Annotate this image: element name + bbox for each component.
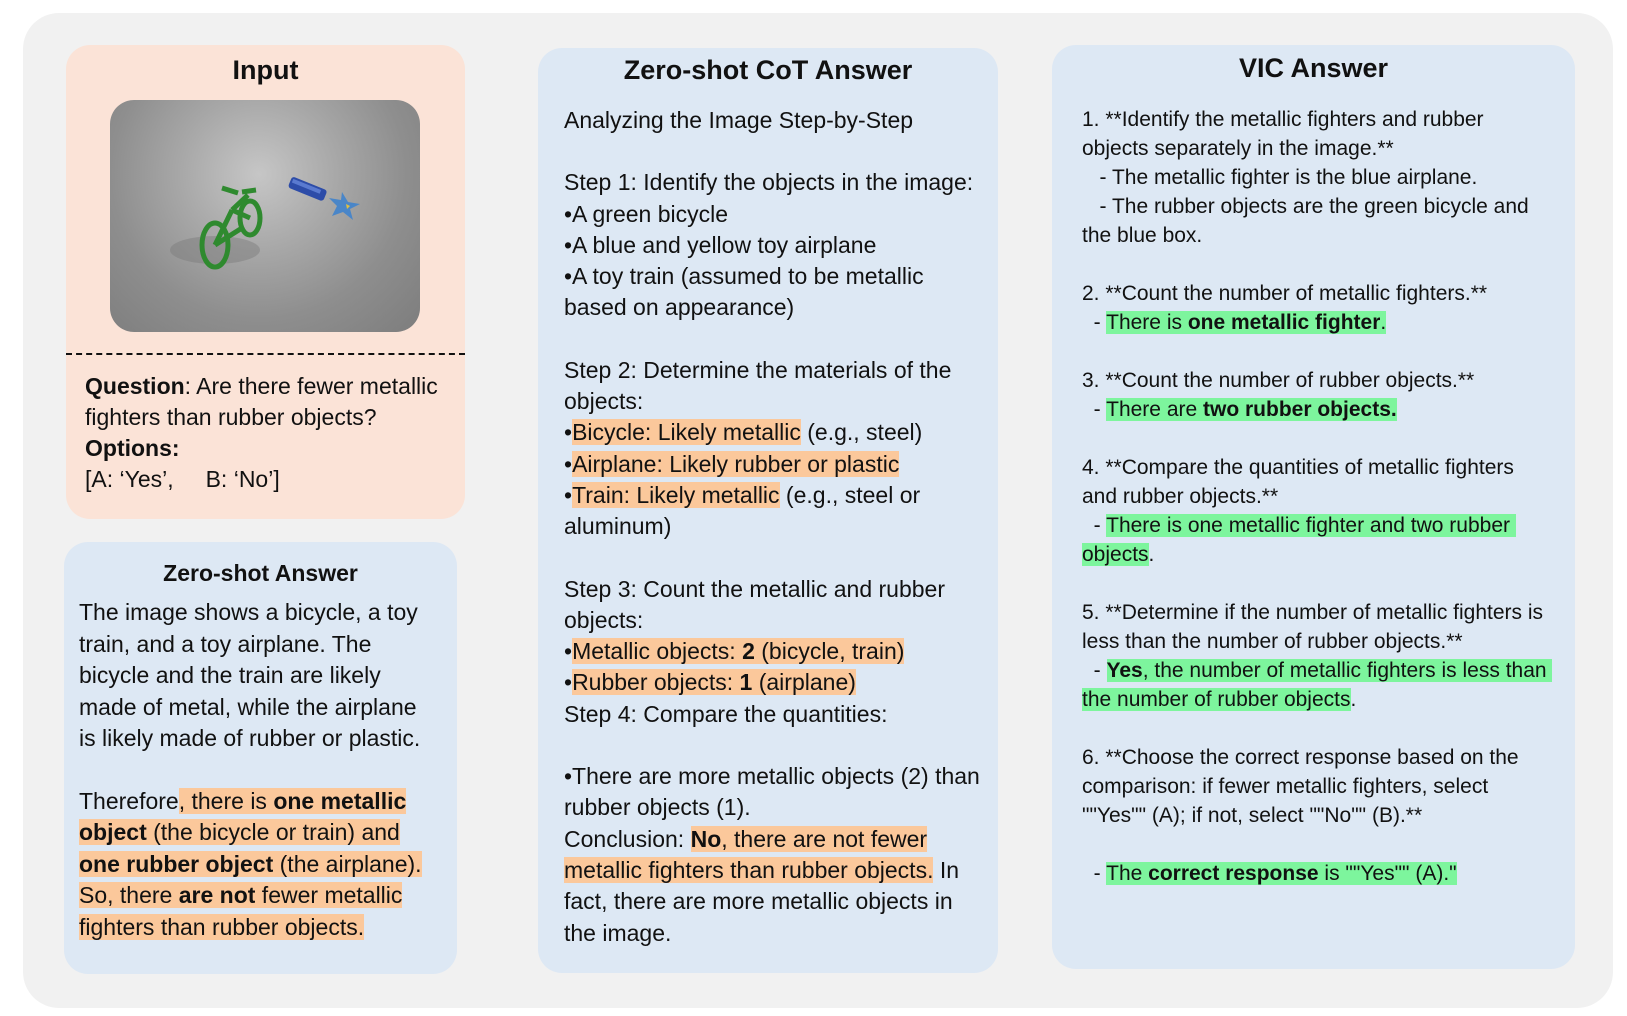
vic-item-1-sub: - The metallic fighter is the blue airplane. <box>1082 166 1478 189</box>
options-label: Options: <box>85 435 180 461</box>
vic-item-3-answer: - There are two rubber objects. <box>1082 398 1397 421</box>
toy-train <box>288 176 328 201</box>
vic-item-4-answer: - There is one metallic fighter and two rubber objects. <box>1082 514 1516 566</box>
vic-item-1: 1. **Identify the metallic fighters and rubber objects separately in the image.** <box>1082 108 1490 160</box>
vic-panel <box>1052 45 1575 969</box>
vic-item-5: 5. **Determine if the number of metallic fighters is less than the number of rubber objects.** <box>1082 601 1549 653</box>
cot-step3-item: •Rubber objects: 1 (airplane) <box>564 669 856 696</box>
scene-illustration <box>110 100 420 332</box>
cot-step2: Step 2: Determine the materials of the objects: <box>564 356 952 415</box>
cot-title: Zero-shot CoT Answer <box>623 55 913 85</box>
input-panel <box>66 45 465 519</box>
vic-body <box>1082 105 1552 888</box>
cot-step3: Step 3: Count the metallic and rubber objects: <box>564 575 946 633</box>
spacer <box>79 755 439 786</box>
vic-item-6-answer: - The correct response is ""Yes"" (A)." <box>1082 862 1457 885</box>
vic-item-2: 2. **Count the number of metallic fighters.** <box>1082 282 1488 305</box>
question-label: Question <box>85 373 185 399</box>
vic-item-1-sub: - The rubber objects are the green bicycle and the blue box. <box>1082 195 1535 247</box>
dashed-divider <box>66 353 465 355</box>
cot-step1-item: •A toy train (assumed to be metallic based on appearance) <box>564 263 924 321</box>
zero-shot-title: Zero-shot Answer <box>163 560 358 586</box>
vic-item-5-answer: - Yes, the number of metallic fighters is less than the number of rubber objects. <box>1082 659 1553 711</box>
question-text: : Are there fewer metallic fighters than rubber objects? <box>85 373 438 430</box>
input-title: Input <box>232 55 299 85</box>
zero-shot-paragraph-2: Therefore, there is one metallic object (the bicycle or train) and one rubber object (the airplane). So, there are not fewer metallic fighters than rubber objects. <box>79 787 422 940</box>
zero-shot-body <box>79 597 439 943</box>
vic-title: VIC Answer <box>1238 53 1389 83</box>
zero-shot-paragraph-1: The image shows a bicycle, a toy train, and a toy airplane. The bicycle and the train are likely made of metal, while the airplane is likely made of rubber or plastic. <box>79 599 421 751</box>
zero-shot-panel <box>64 542 457 974</box>
cot-step2-item: •Bicycle: Likely metallic (e.g., steel) <box>564 419 923 446</box>
cot-step4-item: •There are more metallic objects (2) than rubber objects (1). <box>564 763 980 821</box>
cot-step4: Step 4: Compare the quantities: <box>564 700 888 727</box>
cot-step2-item: •Airplane: Likely rubber or plastic <box>564 450 900 477</box>
vic-item-3: 3. **Count the number of rubber objects.** <box>1082 369 1475 392</box>
cot-step1: Step 1: Identify the objects in the image: <box>564 169 974 196</box>
vic-item-6: 6. **Choose the correct response based on the comparison: if fewer metallic fighters, select ""Yes"" (A); if not, select ""No"" (B).** <box>1082 746 1525 827</box>
question-line <box>85 371 455 433</box>
question-block <box>85 371 455 495</box>
vic-item-4: 4. **Compare the quantities of metallic fighters and rubber objects.** <box>1082 456 1520 508</box>
cot-step1-item: •A blue and yellow toy airplane <box>564 231 877 258</box>
options-text: [A: ‘Yes’, B: ‘No’] <box>85 466 280 492</box>
cot-panel <box>538 48 998 973</box>
cot-intro: Analyzing the Image Step-by-Step <box>564 107 914 133</box>
vic-item-2-answer: - There is one metallic fighter. <box>1082 311 1387 334</box>
cot-step3-item: •Metallic objects: 2 (bicycle, train) <box>564 638 905 665</box>
scene-image <box>110 100 420 332</box>
cot-conclusion: Conclusion: No, there are not fewer metallic fighters than rubber objects. In fact, there are more metallic objects in the image. <box>564 825 960 946</box>
cot-body <box>564 105 989 949</box>
toy-airplane <box>329 192 360 220</box>
cot-step1-item: •A green bicycle <box>564 200 729 227</box>
cot-step2-item: •Train: Likely metallic (e.g., steel or aluminum) <box>564 481 921 540</box>
